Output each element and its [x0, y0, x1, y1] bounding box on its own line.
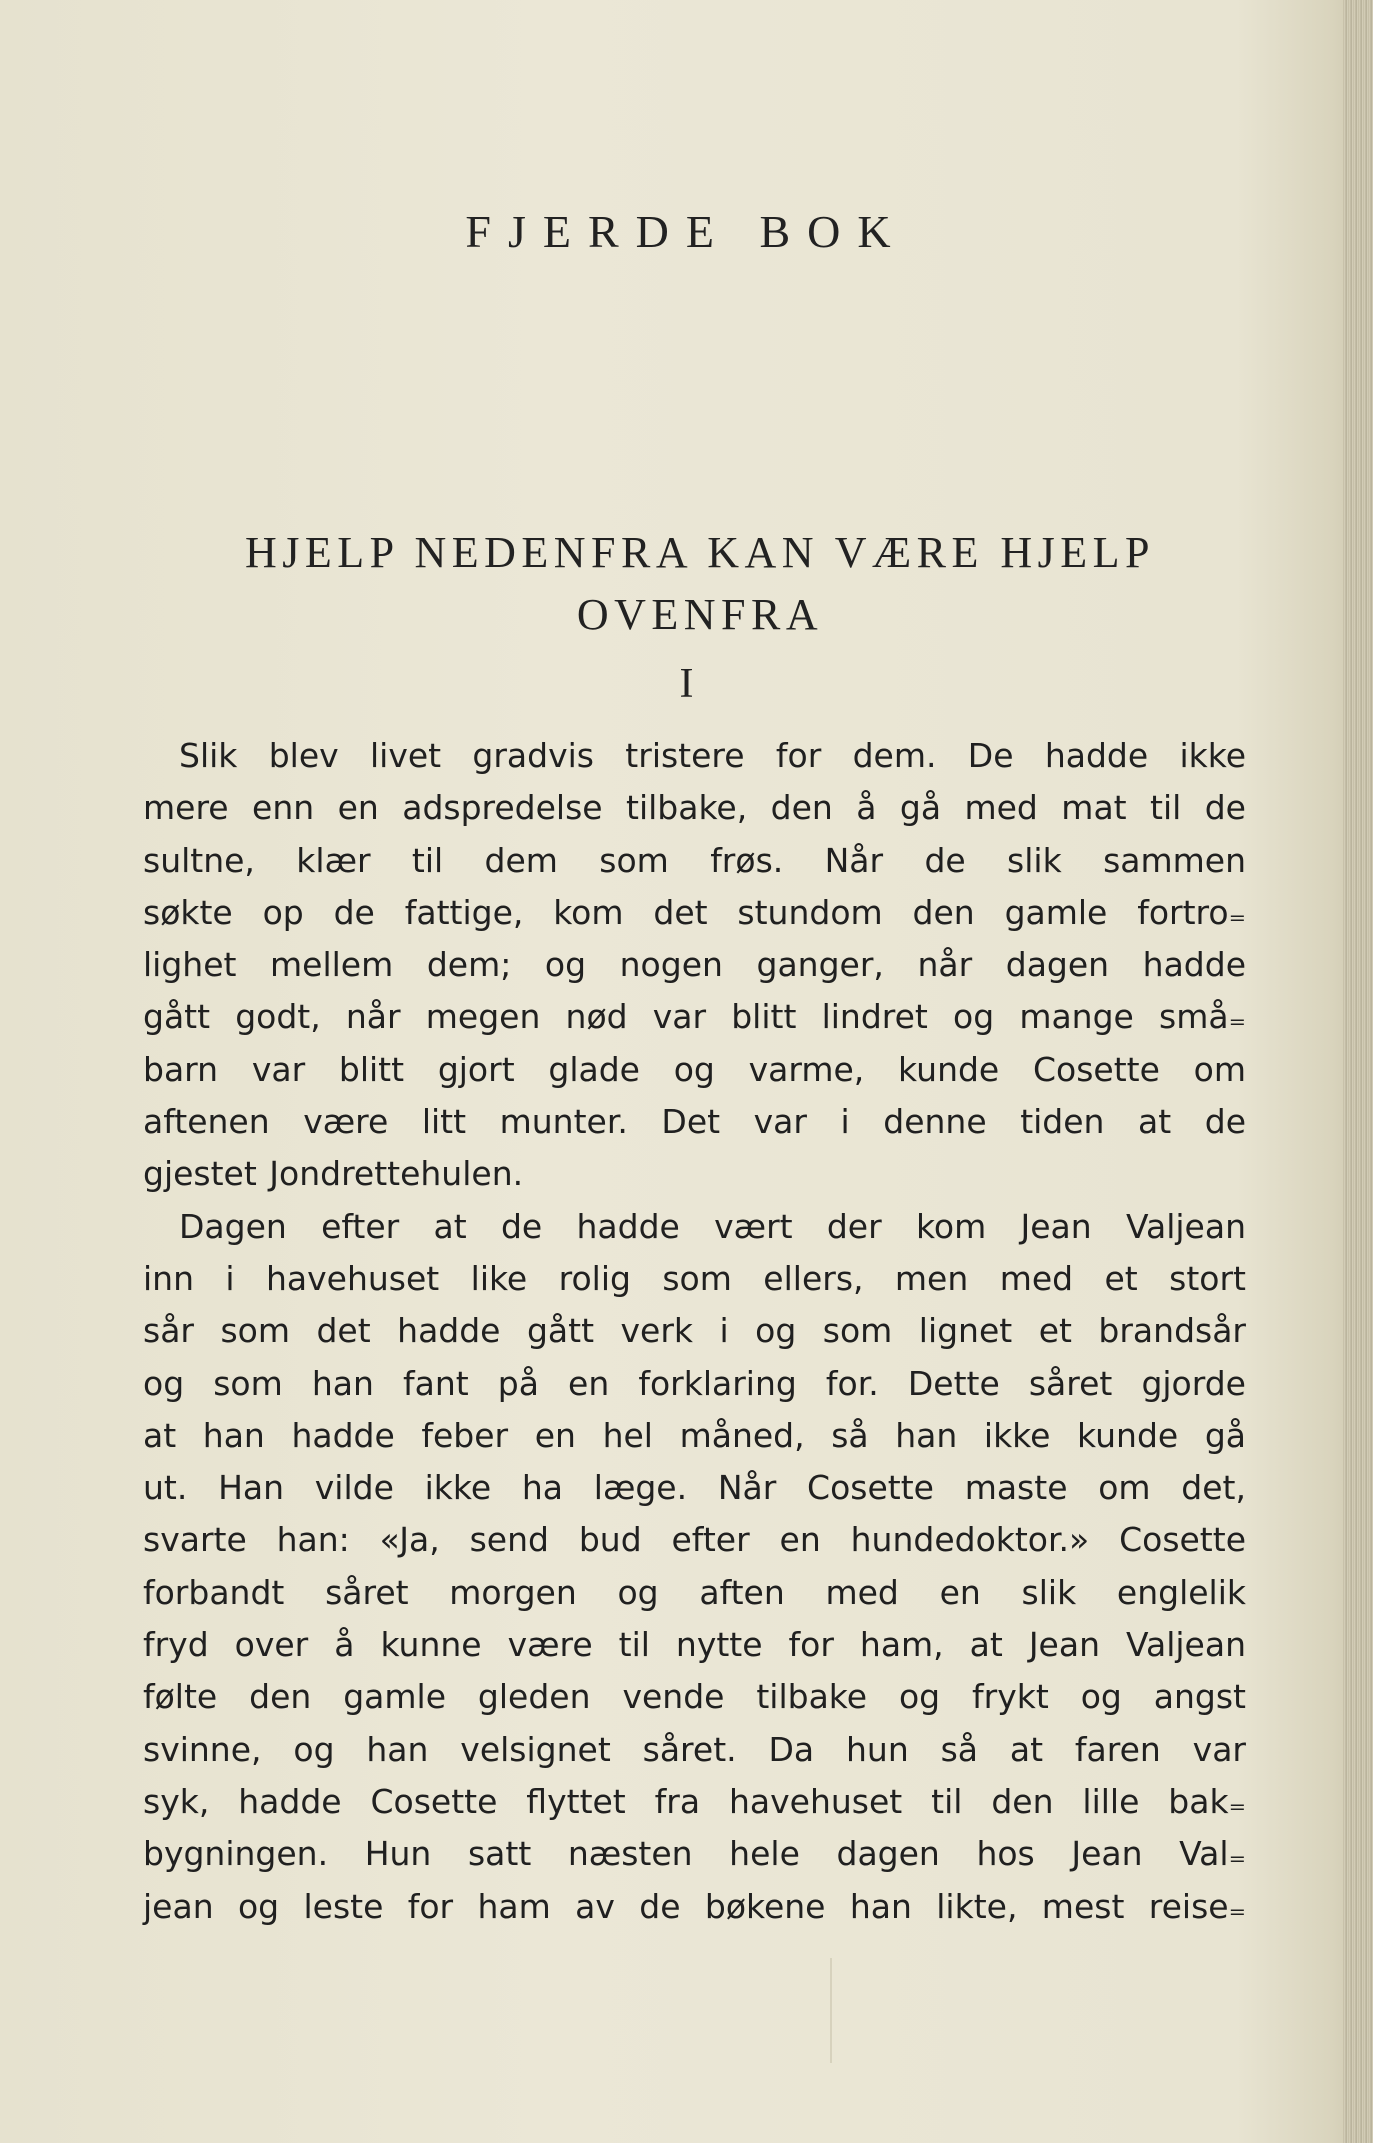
text-line: lighet mellem dem; og nogen ganger, når dagen hadde	[143, 945, 1246, 985]
text-line: syk, hadde Cosette flyttet fra havehuset til den lille bak₌	[143, 1781, 1246, 1821]
chapter-title-line-2: OVENFRA	[576, 590, 824, 639]
text-line: ut. Han vilde ikke ha læge. Når Cosette maste om det,	[143, 1468, 1246, 1508]
text-line: svarte han: «Ja, send bud efter en hundedoktor.» Cosette	[143, 1520, 1246, 1560]
chapter-title	[140, 522, 1260, 646]
text-line: aftenen være litt munter. Det var i denne tiden at de	[143, 1102, 1246, 1142]
text-line: forbandt såret morgen og aften med en slik englelik	[143, 1572, 1246, 1612]
text-line: Dagen efter at de hadde vært der kom Jean Valjean	[179, 1206, 1246, 1246]
text-line: jean og leste for ham av de bøkene han likte, mest reise₌	[143, 1886, 1246, 1926]
text-line: inn i havehuset like rolig som ellers, men med et stort	[143, 1258, 1246, 1298]
text-line: svinne, og han velsignet såret. Da hun så at faren var	[143, 1729, 1246, 1769]
chapter-title-line-1: HJELP NEDENFRA KAN VÆRE HJELP	[244, 528, 1155, 577]
text-line: følte den gamle gleden vende tilbake og frykt og angst	[143, 1677, 1246, 1717]
paper-mark	[830, 1958, 842, 2063]
text-line: sultne, klær til dem som frøs. Når de slik sammen	[143, 840, 1246, 880]
section-number: I	[679, 661, 694, 707]
text-line: barn var blitt gjort glade og varme, kunde Cosette om	[143, 1049, 1246, 1089]
text-line: sår som det hadde gått verk i og som lignet et brandsår	[143, 1311, 1246, 1351]
body-text	[143, 730, 1246, 1933]
page-edge	[1343, 0, 1373, 2143]
text-line: fryd over å kunne være til nytte for ham, at Jean Valjean	[143, 1625, 1246, 1665]
text-line: gjestet Jondrettehulen.	[143, 1154, 524, 1194]
text-line: Slik blev livet gradvis tristere for dem. De hadde ikke	[179, 736, 1246, 775]
book-title: FJERDE BOK	[465, 206, 908, 257]
text-line: at han hadde feber en hel måned, så han ikke kunde gå	[143, 1415, 1246, 1455]
text-line: bygningen. Hun satt næsten hele dagen hos Jean Val₌	[143, 1834, 1246, 1874]
text-line: mere enn en adspredelse tilbake, den å gå med mat til de	[143, 788, 1246, 828]
text-line: og som han fant på en forklaring for. Dette såret gjorde	[143, 1363, 1246, 1403]
text-line: gått godt, når megen nød var blitt lindret og mange små₌	[143, 997, 1246, 1037]
text-line: søkte op de fattige, kom det stundom den gamle fortro₌	[143, 892, 1246, 932]
